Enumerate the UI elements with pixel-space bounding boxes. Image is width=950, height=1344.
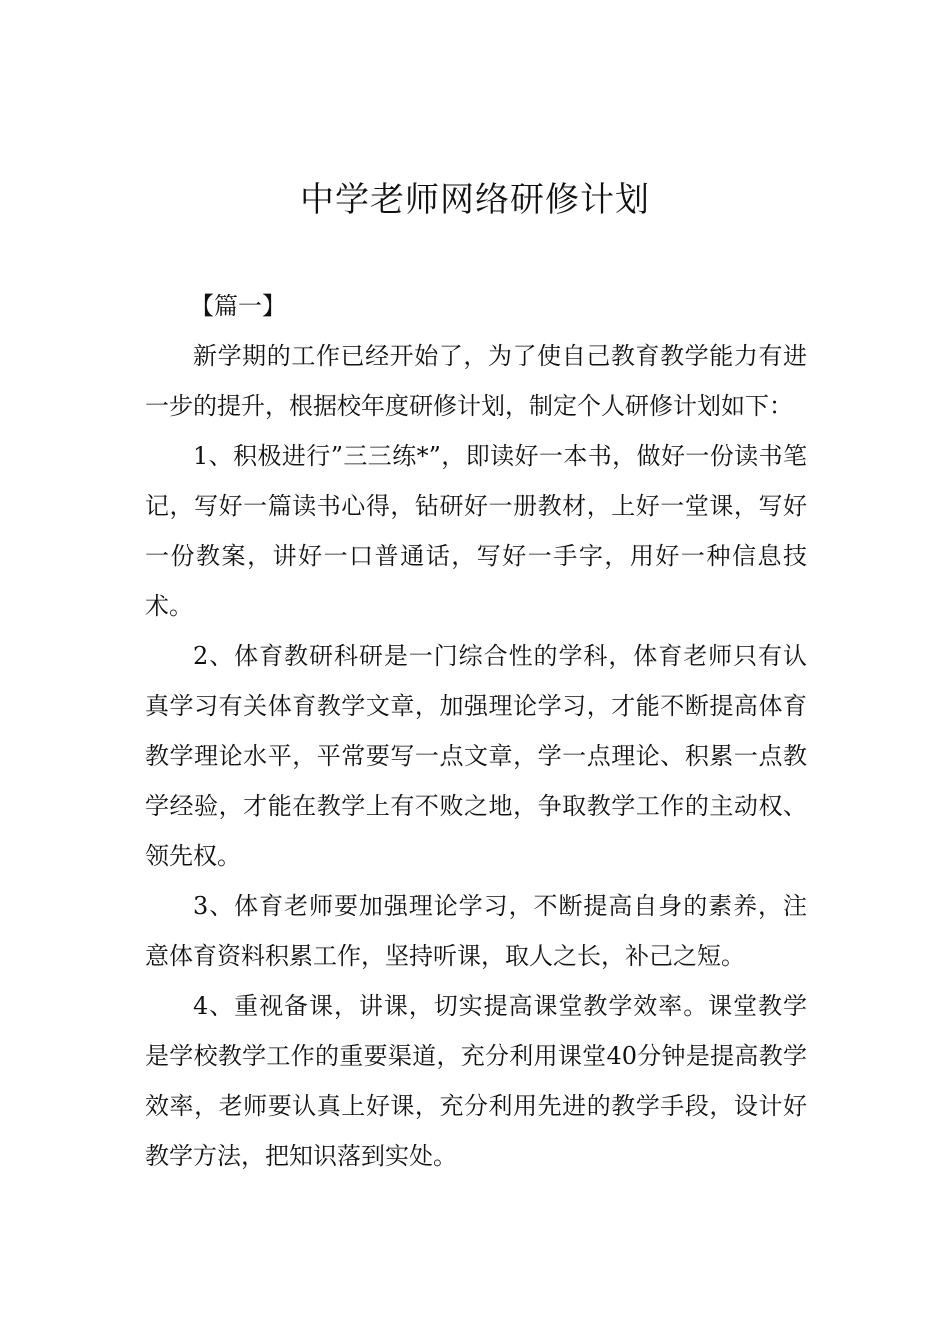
paragraph-item-3: 3、体育老师要加强理论学习，不断提高自身的素养，注意体育资料积累工作，坚持听课，取人之长，补己之短。: [145, 892, 807, 970]
paragraph-item-2: 2、体育教研科研是一门综合性的学科，体育老师只有认真学习有关体育教学文章，加强理论学习，才能不断提高体育教学理论水平，平常要写一点文章，学一点理论、积累一点教学经验，才能在教学上有不败之地，争取教学工作的主动权、领先权。: [145, 642, 807, 870]
section-label: 【篇一】: [190, 292, 286, 320]
paragraph-item-1: 1、积极进行”三三练*”，即读好一本书，做好一份读书笔记，写好一篇读书心得，钻研好一册教材，上好一堂课，写好一份教案，讲好一口普通话，写好一手字，用好一种信息技术。: [145, 442, 807, 620]
document-title: 中学老师网络研修计划: [300, 180, 650, 220]
paragraph-intro: 新学期的工作已经开始了，为了使自己教育教学能力有进一步的提升，根据校年度研修计划，制定个人研修计划如下：: [145, 342, 807, 420]
document-body: [145, 281, 807, 1181]
paragraph-item-4: 4、重视备课，讲课，切实提高课堂教学效率。课堂教学是学校教学工作的重要渠道，充分利用课堂40分钟是提高教学效率，老师要认真上好课，充分利用先进的教学手段，设计好教学方法，把知识落到实处。: [145, 992, 807, 1170]
